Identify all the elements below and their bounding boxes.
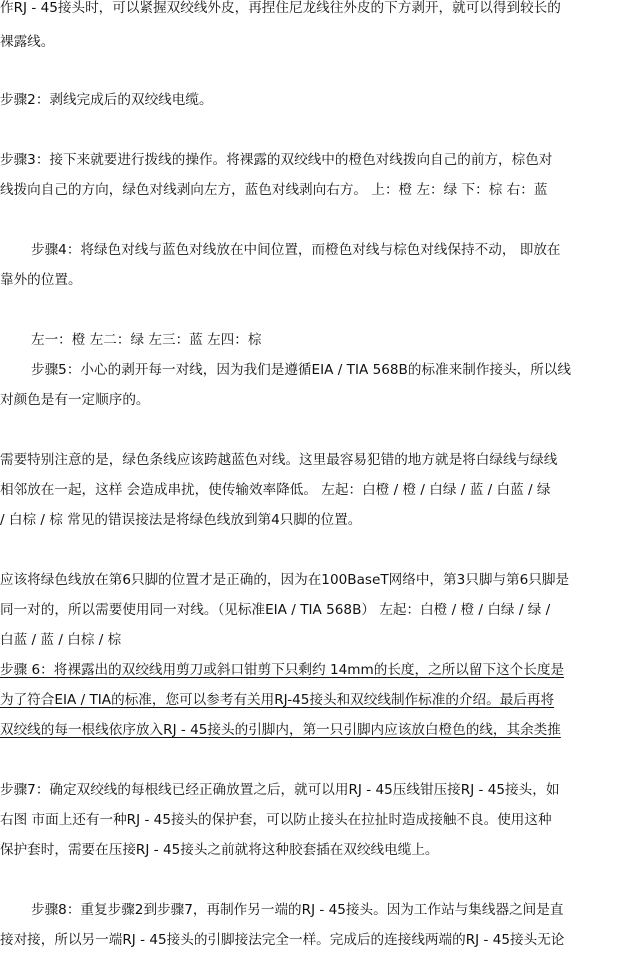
step4-line: 步骤4：将绿色对线与蓝色对线放在中间位置，而橙色对线与棕色对线保持不动， 即放在	[31, 242, 561, 258]
step6-line: 双绞线的每一根线依序放入RJ - 45接头的引脚内，第一只引脚内应该放白橙色的线，其余类推	[0, 722, 561, 738]
note-line: / 白棕 / 棕 常见的错误接法是将绿色线放到第4只脚的位置。	[0, 512, 362, 528]
step7-line: 右图 市面上还有一种RJ - 45接头的保护套，可以防止接头在拉扯时造成接触不良。使用这种	[0, 812, 552, 828]
note-line: 需要特别注意的是，绿色条线应该跨越蓝色对线。这里最容易犯错的地方就是将白绿线与绿线	[0, 452, 558, 468]
step6-line: 步骤 6：将裸露出的双绞线用剪刀或斜口钳剪下只剩约 14mm的长度，之所以留下这个长度是	[0, 662, 565, 678]
step4-line: 靠外的位置。	[0, 272, 82, 288]
paragraph-line: 作RJ - 45接头时，可以紧握双绞线外皮，再捏住尼龙线往外皮的下方剥开，就可以得到较长的	[0, 0, 561, 16]
step2-line: 步骤2：剥线完成后的双绞线电缆。	[0, 92, 213, 108]
step3-line: 步骤3：接下来就要进行拨线的操作。将裸露的双绞线中的橙色对线拨向自己的前方，棕色对	[0, 152, 553, 168]
step3-line: 线拨向自己的方向，绿色对线剥向左方，蓝色对线剥向右方。 上：橙 左：绿 下：棕 右：蓝	[0, 182, 548, 198]
step8-line: 步骤8：重复步骤2到步骤7，再制作另一端的RJ - 45接头。因为工作站与集线器之间是直	[31, 902, 564, 918]
note-line: 白蓝 / 蓝 / 白棕 / 棕	[0, 632, 122, 648]
step6-line: 为了符合EIA / TIA的标准，您可以参考有关用RJ-45接头和双绞线制作标准的介绍。最后再将	[0, 692, 555, 708]
step5-line: 步骤5：小心的剥开每一对线，因为我们是遵循EIA / TIA 568B的标准来制作接头，所以线	[31, 362, 571, 378]
note-line: 应该将绿色线放在第6只脚的位置才是正确的，因为在100BaseT网络中，第3只脚与第6只脚是	[0, 572, 570, 588]
note-line: 相邻放在一起，这样 会造成串扰，使传输效率降低。 左起：白橙 / 橙 / 白绿 / 蓝 / 白蓝 / 绿	[0, 482, 551, 498]
note-line: 同一对的，所以需要使用同一对线。（见标准EIA / TIA 568B） 左起：白橙 / 橙 / 白绿 / 绿 /	[0, 602, 551, 618]
step7-line: 保护套时，需要在压接RJ - 45接头之前就将这种胶套插在双绞线电缆上。	[0, 842, 439, 858]
step5-line: 对颜色是有一定顺序的。	[0, 392, 150, 408]
step8-line: 接对接，所以另一端RJ - 45接头的引脚接法完全一样。完成后的连接线两端的RJ - 45接头无论	[0, 932, 565, 948]
pin-order-line: 左一：橙 左二：绿 左三：蓝 左四：棕	[31, 332, 262, 348]
step7-line: 步骤7：确定双绞线的每根线已经正确放置之后，就可以用RJ - 45压线钳压接RJ - 45接头，如	[0, 782, 560, 798]
paragraph-line: 裸露线。	[0, 34, 55, 50]
